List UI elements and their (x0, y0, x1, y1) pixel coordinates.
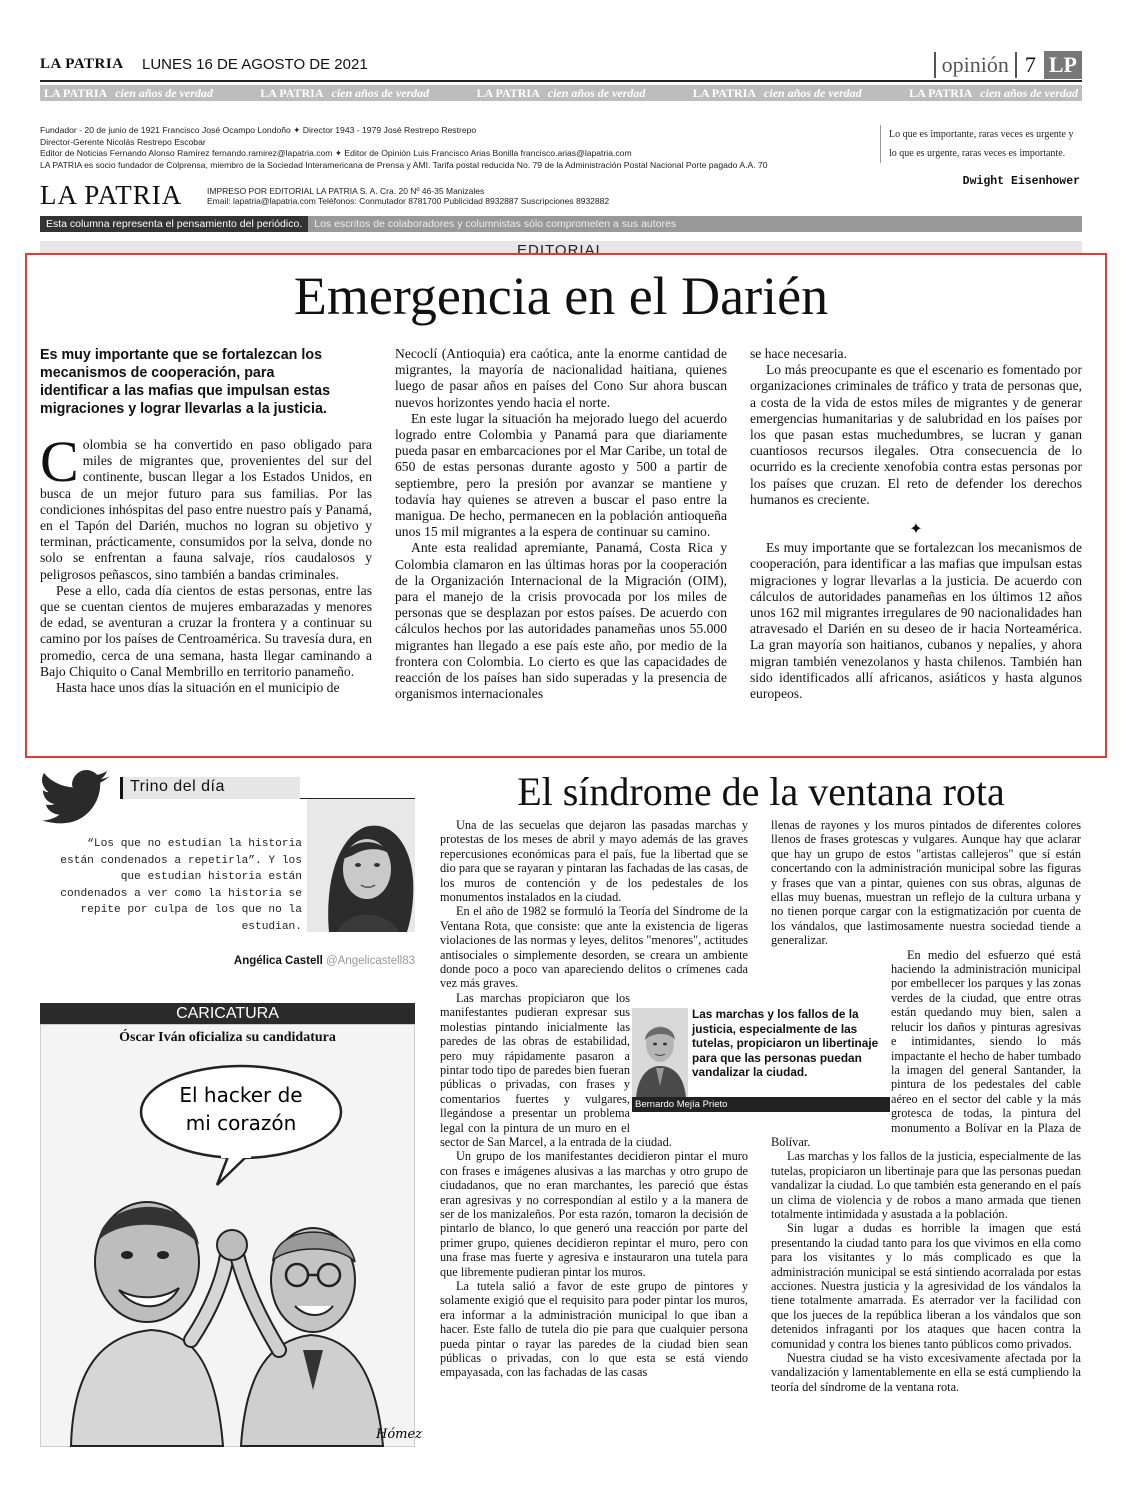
paragraph: Ante esta realidad apremiante, Panamá, Costa Rica y Colombia clamaron en las últimas horas por la cooperación de la Organización Internacional de la Migración (OIM), para el manejo de la crisis provocada por los miles de personas que se desplazan por estos países. De acuerdo con cálculos hechos por las autoridades panameñas unos 55.000 migrantes han llegado a ese país este año, por medio de la frontera con Colombia. Lo cierto es que las capacidades de reacción de los países han sido superadas y la presencia de organismos internacionales (395, 540, 727, 702)
caricatura-header: CARICATURA (40, 1003, 415, 1024)
trino-quote: “Los que no estudian la historia están condenados a repetirla”. Y los que estudian historia están condenados a ver como la historia se repite por culpa de los que no la estudian. (60, 838, 302, 933)
editorial-lead: Es muy importante que se fortalezcan los mecanismos de cooperación, para identificar a las mafias que impulsan estas migraciones y lograr llevarlas a la justicia. (40, 347, 331, 417)
paragraph: llenas de rayones y los muros pintados de diferentes colores llenos de frases grotescas y vulgares. Aunque hay que aclarar que hay un grupo de estos "artistas callejeros" que sí están concertando con la administración municipal sobre las figuras y frases que van a pintar, quienes con sus obras, algunas de ellas muy buenas, muestran un reflejo de la cultura urbana y no tienen porque cargar con la estigmatización por cuenta de los vándalos, que lastimosamente nuestra sociedad tiende a generalizar. (771, 818, 1081, 948)
paragraph: Es muy importante que se fortalezcan los mecanismos de cooperación, para identificar a las mafias que impulsan estas migraciones y lograr llevarlas a la justicia. De acuerdo con cálculos de autoridades panameñas en los últimos 12 años unos 162 mil migrantes irregulares de 90 nacionalidades han atravesado el Darién en su deseo de ir hacia Norteamérica. La gran mayoría son haitianos, cubanos y nepalíes, y ahora migran también venezolanos y hasta chilenos. También han sido identificados allí africanos, asiáticos y hasta algunos europeos. (750, 540, 1082, 702)
disclaimer-left: Esta columna representa el pensamiento del periódico. (40, 216, 308, 232)
page-number: 7 (1024, 52, 1036, 77)
paragraph: Nuestra ciudad se ha visto excesivamente afectada por la vandalización y lamentablemente en ella se está cumpliendo la teoría del síndrome de la ventana rota. (771, 1351, 1081, 1394)
print-info-line: IMPRESO POR EDITORIAL LA PATRIA S. A. Cra. 20 Nº 46-35 Manizales (207, 186, 485, 196)
cartoon-figure-left (71, 1202, 227, 1446)
cartoonist-signature: Hómez (376, 1427, 423, 1442)
paragraph: Colombia se ha convertido en paso obligado para miles de migrantes que, provenientes del sur del continente, buscan llegar a los Estados Unidos, en busca de un mejor futuro para sus familias. Por las condiciones inhóspitas del paso entre nuestro país y Panamá, en el Tapón del Darién, muchos no logran su objetivo y terminan, prácticamente, consumidos por la selva, donde no solo se enfrentan a fauna salvaje, ríos caudalosos y peligrosos peñascos, sino también a bandas criminales. (40, 429, 372, 582)
staff-line: LA PATRIA es socio fundador de Colprensa, miembro de la Sociedad Interamericana de Prensa y AMI. Tarifa postal reducida No. 79 de la Administración Postal Nacional Porte pagado A.A. 70 (40, 159, 768, 170)
paragraph: Las marchas y los fallos de la justicia, especialmente de las tutelas, propiciaron un libertinaje para que las personas puedan vandalizar la ciudad. Lo que también esta generando en el país un clima de violencia y de robos a mano armada que tienen totalmente intimidada y asustada a la población. (771, 1149, 1081, 1221)
cartoon-figure-right (237, 1228, 383, 1446)
pullquote-text: Las marchas y los fallos de la justicia, especialmente de las tutelas, propiciaron un libertinaje para que las personas puedan vandalizar la ciudad. (692, 1007, 879, 1080)
brand-strip (40, 85, 1082, 101)
paragraph: Pese a ello, cada día cientos de estas personas, entre las que se cuentan cientos de mujeres embarazadas y menores de edad, se aventuran a cruzar la frontera y a continuar su camino por los países de Centroamérica. Su travesía dura, en promedio, cerca de una semana, hasta llegar caminando a Bajo Chiquito o Canal Membrillo en territorio panameño. (40, 582, 372, 679)
bubble-text-2: mi corazón (185, 1111, 297, 1135)
brand-strip-cell: LA PATRIA cien años de verdad (476, 85, 646, 100)
brand-strip-cell: LA PATRIA cien años de verdad (909, 85, 1078, 100)
paragraph: Una de las secuelas que dejaron las pasadas marchas y protestas de los meses de abril y mayo además de las graves repercusiones económicas para el país, fue la libertad que se dio para que se rayaran y pintaran las fachadas de las casas, de los muros de contención y de los pedestales de los monumentos instalados en la ciudad. (440, 818, 748, 905)
paragraph: Necoclí (Antioquia) era caótica, ante la enorme cantidad de migrantes, la mayoría de nacionalidad haitiana, quienes luego de pasar años en países del Cono Sur ahora buscan nuevos horizontes yendo hacia el norte. (395, 346, 727, 410)
trino-label: Trino del día (130, 778, 225, 795)
brand-strip-cell: LA PATRIA cien años de verdad (260, 85, 430, 100)
newspaper-logo: LA PATRIA (40, 180, 183, 210)
trino-author: Angélica Castell @Angelicastell83 (233, 955, 415, 967)
editorial-column-2 (395, 346, 727, 702)
editorial-column-3 (750, 346, 1082, 702)
paragraph: Sin lugar a dudas es horrible la imagen que está presentando la ciudad tanto para los que vivimos en ella como para los visitantes y lo más complicado es que la administración municipal se está sintiendo acorralada por estas acciones. Nuestra justicia y la agresividad de los vándalos la tiene totalmente amarrada. Es aterrador ver la facilidad con que los jueces de la república liberan a los vándalos que son detenidos infraganti por los ataques que hacen contra la comunidad y contra los bienes tanto públicos como privados. (771, 1221, 1081, 1351)
paragraph: se hace necesaria. (750, 346, 847, 361)
columnist-photo (632, 1008, 688, 1098)
disclaimer-bar (40, 216, 1082, 232)
staff-line: Director-Gerente Nicolás Restrepo Escobar (40, 136, 206, 147)
disclaimer-right: Los escritos de colaboradores y columnistas sólo comprometen a sus autores (308, 216, 1082, 232)
editorial-label: EDITORIAL (40, 241, 1082, 255)
author-photo (307, 799, 415, 932)
drop-cap: C (40, 429, 79, 494)
bubble-text-1: El hacker de (179, 1083, 303, 1107)
column-title: El síndrome de la ventana rota (517, 769, 1005, 814)
staff-line: Editor de Noticias Fernando Alonso Ramírez fernando.ramirez@lapatria.com ✦ Editor de Opinión Luis Francisco Arias Bonilla francisco.arias@lapatria.com (40, 148, 632, 158)
print-info (207, 186, 609, 206)
editorial-column-1 (40, 429, 372, 696)
brand-badge: LP (1044, 51, 1082, 79)
daily-quote: Lo que es importante, raras veces es urgente y lo que es urgente, raras veces es importante. (880, 125, 1080, 163)
paragraph: La tutela salió a favor de este grupo de pintores y solamente exigió que el requisito para poder pintar los muros, era informar a la administración municipal lo que iban a hacer. Este fallo de tutela dio pie para que cualquier persona pueda pintar o rayar las paredes de la ciudad bien sean públicas o privadas, con lo que esta se está viendo empayasada, con las fachadas de las casas (440, 1279, 748, 1380)
paragraph: Hasta hace unos días la situación en el municipio de (56, 680, 340, 696)
section-name: opinión (934, 52, 1017, 78)
twitter-bird-icon (40, 770, 112, 825)
paragraph: Un grupo de los manifestantes decidieron pintar el muro con frases e imágenes alusivas a las marchas y otro grupo de ciudadanos, que no eran marchantes, les pareció que éstas eran agresivas y no correspondían al estilo y a la manera de ser de los manizaleños. Por esta razón, tomaron la decisión de pintarlo de blanco, lo que generó una reacción por parte del primer grupo, quienes decidieron repintar el muro, pero con una frase mas fuerte y agresiva e instauraron una tutela para que libremente pudieran pintar los muros. (440, 1149, 748, 1279)
brand-strip-cell: LA PATRIA cien años de verdad (44, 85, 213, 100)
masthead-date: LUNES 16 DE AGOSTO DE 2021 (142, 56, 368, 73)
cartoon-illustration (41, 1050, 423, 1446)
ornament-icon: ✦ (909, 521, 923, 539)
caricatura-title: Óscar Iván oficializa su candidatura (119, 1030, 336, 1045)
masthead (40, 50, 1082, 82)
print-info-line: Email: lapatria@lapatria.com Teléfonos: Conmutador 8781700 Publicidad 8932887 Suscripciones 8932882 (207, 196, 610, 206)
paragraph: En medio del esfuerzo qué está haciendo la administración municipal por embellecer los parques y las zonas verdes de la ciudad, que entre otras están quedando muy bien, salen a relucir los daños y pinturas agresivas e intimidantes, siendo lo más impactante el hecho de haber tumbado la imagen del general Santander, la pintura de los pedestales del cable aéreo en el sector del cable y la más grotesca de todas, la pintura del monumento a Bolívar en la Plaza de Bolívar. (771, 947, 1081, 1149)
paragraph: Las marchas propiciaron que los manifestantes pudieran expresar sus molestias pintando inicialmente las paredes de las obras de estabilidad, pero muy rápidamente pasaron a pintar todo tipo de paredes bien fueran públicas o privadas, con frases y comentarios fuertes y vulgares, llegándose a presentar un problema legal con la pintura de un muro en el sector de San Marcel, a la entrada de la ciudad. (440, 991, 748, 1149)
columnist-name: Bernardo Mejía Prieto (632, 1097, 890, 1112)
masthead-right (934, 50, 1082, 80)
twitter-handle: @Angelicastell83 (325, 955, 415, 967)
editorial-title: Emergencia en el Darién (293, 266, 829, 326)
daily-quote-author: Dwight Eisenhower (962, 175, 1080, 188)
paragraph: En el año de 1982 se formuló la Teoría del Síndrome de la Ventana Rota, que consiste: que ante la existencia de ligeras violaciones de las normas y leyes, delitos "menores", actitudes antisociales o simplemente desorden, se creara un ambiente donde poco a poco van apareciendo delitos o crímenes cada vez más graves. (440, 904, 748, 991)
staff-line: Fundador - 20 de junio de 1921 Francisco José Ocampo Londoño ✦ Director 1943 - 1979 José Restrepo Restrepo (40, 125, 477, 135)
brand-strip-cell: LA PATRIA cien años de verdad (692, 85, 862, 100)
masthead-logo: LA PATRIA (40, 56, 124, 72)
paragraph: Lo más preocupante es que el escenario es fomentado por organizaciones criminales de tráfico y trata de personas que, a costa de la vida de estos miles de migrantes y de generar emergencias humanitarias y de salubridad en los países por los que pasan estas muchedumbres, se lucran y ganan cuantiosos recursos ilegales. Otra consecuencia de lo ocurrido es la creciente xenofobia contra estas personas por los países que cruzan. El reto de defender los derechos humanos es creciente. (750, 362, 1082, 507)
paragraph: En este lugar la situación ha mejorado luego del acuerdo logrado entre Colombia y Panamá para que diariamente pueda pasar en embarcaciones por el Mar Caribe, un total de 650 de estas personas durante agosto y 500 a partir de septiembre, pero la presión por avanzar se mantiene y todavía hay quienes se atreven a buscar el paso entre la manigua. De hecho, permanecen en la población antioqueña unos 15 mil migrantes a la espera de continuar su camino. (395, 410, 727, 540)
staff-credits (40, 125, 870, 171)
